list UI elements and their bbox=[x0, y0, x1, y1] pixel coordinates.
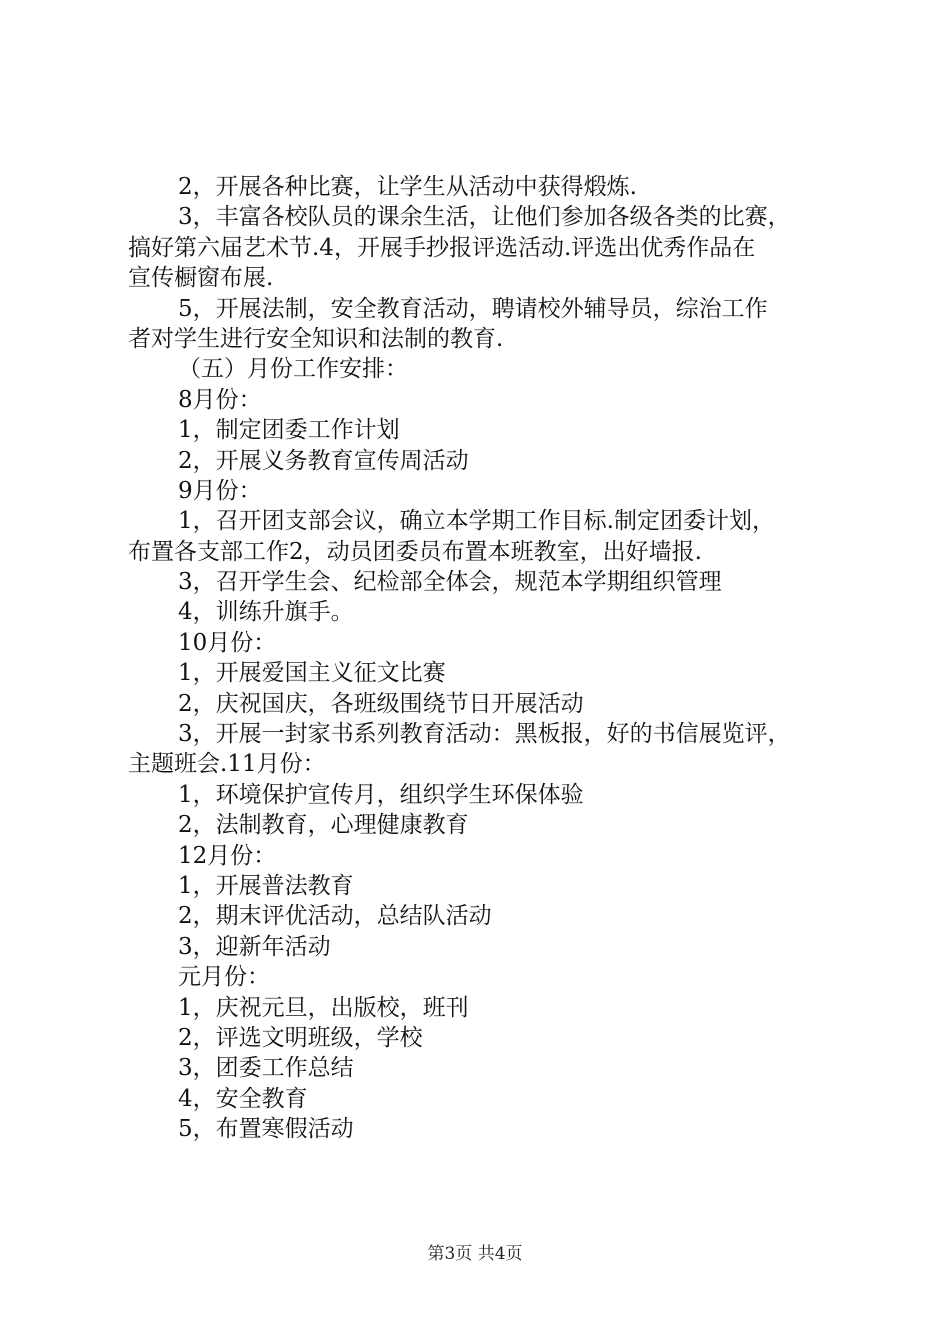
list-item: 2，期末评优活动，总结队活动 bbox=[178, 903, 492, 930]
list-item: 2，庆祝国庆，各班级围绕节日开展活动 bbox=[178, 690, 584, 717]
list-item: 2，评选文明班级，学校 bbox=[178, 1024, 423, 1051]
month-heading: 10月份： bbox=[178, 629, 277, 656]
list-item: 3，开展一封家书系列教育活动：黑板报，好的书信展览评， bbox=[178, 721, 791, 748]
page-footer bbox=[0, 1242, 950, 1266]
section-heading: （五）月份工作安排： bbox=[178, 356, 408, 383]
month-heading: 元月份： bbox=[178, 964, 270, 991]
paragraph-line: 者对学生进行安全知识和法制的教育. bbox=[128, 325, 504, 352]
list-item: 1，制定团委工作计划 bbox=[178, 417, 400, 444]
paragraph-line: 5，开展法制，安全教育活动，聘请校外辅导员，综治工作 bbox=[178, 295, 768, 322]
page-number: 第3页 共4页 bbox=[427, 1244, 523, 1264]
list-item: 5，布置寒假活动 bbox=[178, 1116, 354, 1143]
paragraph-line: 宣传橱窗布展. bbox=[128, 265, 274, 292]
list-item: 3，召开学生会、纪检部全体会，规范本学期组织管理 bbox=[178, 569, 722, 596]
list-item: 1，开展爱国主义征文比赛 bbox=[178, 660, 446, 687]
list-item: 3，迎新年活动 bbox=[178, 933, 331, 960]
month-heading: 8月份： bbox=[178, 386, 262, 413]
list-item-continuation: 布置各支部工作2，动员团委员布置本班教室，出好墙报. bbox=[128, 538, 702, 565]
list-item-continuation: 主题班会.11月份： bbox=[128, 751, 326, 778]
list-item: 4，安全教育 bbox=[178, 1085, 308, 1112]
list-item: 4，训练升旗手。 bbox=[178, 599, 354, 626]
month-heading: 12月份： bbox=[178, 842, 277, 869]
paragraph-line: 3，丰富各校队员的课余生活，让他们参加各级各类的比赛， bbox=[178, 204, 791, 231]
list-item: 3，团委工作总结 bbox=[178, 1055, 354, 1082]
document-body bbox=[128, 172, 838, 1145]
list-item: 1，庆祝元旦，出版校，班刊 bbox=[178, 994, 469, 1021]
list-item: 2，开展义务教育宣传周活动 bbox=[178, 447, 469, 474]
list-item: 1，开展普法教育 bbox=[178, 872, 354, 899]
list-item: 1，召开团支部会议，确立本学期工作目标.制定团委计划， bbox=[178, 508, 775, 535]
month-heading: 9月份： bbox=[178, 477, 262, 504]
paragraph-line: 搞好第六届艺术节.4，开展手抄报评选活动.评选出优秀作品在 bbox=[128, 234, 756, 261]
paragraph-line: 2，开展各种比赛，让学生从活动中获得煅炼. bbox=[178, 174, 637, 200]
list-item: 2，法制教育，心理健康教育 bbox=[178, 812, 469, 839]
list-item: 1，环境保护宣传月，组织学生环保体验 bbox=[178, 781, 584, 808]
